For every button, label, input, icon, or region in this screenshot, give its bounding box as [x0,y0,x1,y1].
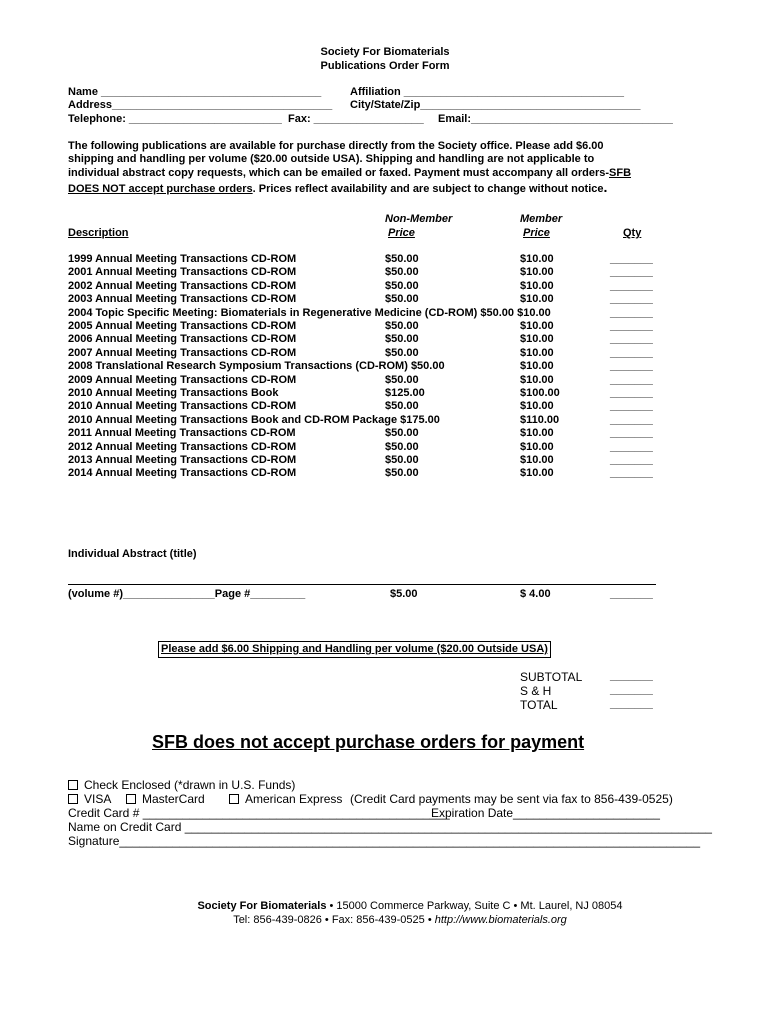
address-field[interactable]: Address____________________________________ [68,99,333,111]
item-qty[interactable]: _______ [610,346,653,359]
item-nonmember-price: $50.00 [385,266,419,279]
item-member-price: $110.00 [520,413,560,426]
item-nonmember-price: $50.00 [385,333,419,346]
item-member-price: $10.00 [520,320,554,332]
item-description: 2005 Annual Meeting Transactions CD-ROM [68,320,297,332]
abstract-volume-page[interactable]: (volume #)_______________Page #_________ [68,588,306,600]
amex-option[interactable] [229,792,342,806]
item-description: 2010 Annual Meeting Transactions CD-ROM [68,400,297,413]
item-nonmember-price: $50.00 [385,400,419,413]
sh-blank[interactable]: _______ [610,684,653,696]
item-description: 2004 Topic Specific Meeting: Biomaterials in Regenerative Medicine (CD-ROM) $50.00 $10.00 [68,306,551,319]
item-qty[interactable]: _______ [610,427,653,440]
abstract-qty[interactable]: _______ [610,588,653,600]
footer-contact [0,914,770,927]
abstract-title-line[interactable] [68,584,656,585]
abstract-label: Individual Abstract (title) [68,548,197,560]
item-nonmember-price: $50.00 [385,293,419,306]
item-member-price: $10.00 [520,333,554,346]
item-description: 2010 Annual Meeting Transactions Book and CD-ROM Package $175.00 [68,413,440,426]
item-nonmember-price: $50.00 [385,427,419,440]
item-nonmember-price: $125.00 [385,387,425,399]
item-member-price: $10.00 [520,440,554,453]
intro-line-3-text: individual abstract copy requests, which can be emailed or faxed. Payment must accompany all orders- [68,167,610,179]
item-member-price: $10.00 [520,266,554,279]
item-member-price: $100.00 [520,387,560,399]
name-on-card[interactable]: Name on Credit Card _______________________________________________________________________________ [68,820,712,834]
item-qty[interactable]: _______ [610,266,653,279]
col-nonmember-1: Non-Member [385,213,453,225]
item-member-price: $10.00 [520,253,554,265]
item-member-price: $10.00 [520,360,554,373]
item-description: 2012 Annual Meeting Transactions CD-ROM [68,440,297,453]
col-member-2: Price [523,227,550,239]
email-field[interactable]: Email:_________________________________ [438,113,673,125]
footer-org: Society For Biomaterials [197,900,327,912]
fax-field[interactable]: Fax: __________________ [288,113,424,125]
visa-label: VISA [84,792,112,806]
intro-sfb: SFB [609,167,632,179]
item-qty[interactable]: _______ [610,293,653,306]
intro-line-2: shipping and handling per volume ($20.00 outside USA). Shipping and handling are not applicable to [68,153,595,165]
col-qty: Qty [623,227,642,239]
subtotal-blank[interactable]: _______ [610,670,653,682]
item-qty[interactable]: _______ [610,413,653,426]
item-member-price: $10.00 [520,427,554,440]
intro-line-3 [68,167,631,180]
telephone-field[interactable]: Telephone: _________________________ [68,113,282,125]
total-label: TOTAL [520,698,558,712]
intro-line-4-text: . Prices reflect availability and are subject to change without notice [252,183,604,195]
shipping-note: Please add $6.00 Shipping and Handling per volume ($20.00 Outside USA) [158,641,551,658]
item-description: 2006 Annual Meeting Transactions CD-ROM [68,333,297,346]
visa-checkbox[interactable] [68,794,78,804]
footer-street: • 15000 Commerce Parkway, Suite C • Mt. Laurel, NJ 08054 [326,900,623,912]
mastercard-option[interactable] [126,792,205,806]
col-member-1: Member [520,213,563,225]
mastercard-label: MasterCard [142,792,205,806]
item-member-price: $10.00 [520,293,554,306]
item-description: 2011 Annual Meeting Transactions CD-ROM [68,427,296,440]
item-description: 2001 Annual Meeting Transactions CD-ROM [68,266,297,279]
intro-no-po: DOES NOT accept purchase orders [68,183,253,195]
expiration-date[interactable]: Expiration Date______________________ [431,806,660,820]
item-description: 1999 Annual Meeting Transactions CD-ROM [68,253,297,265]
footer-url[interactable]: http://www.biomaterials.org [434,914,567,926]
col-nonmember-2: Price [388,227,415,239]
item-nonmember-price: $50.00 [385,454,419,466]
item-description: 2009 Annual Meeting Transactions CD-ROM [68,373,297,386]
item-qty[interactable]: _______ [610,373,653,386]
total-blank[interactable]: _______ [610,698,653,710]
item-member-price: $10.00 [520,346,554,359]
item-member-price: $10.00 [520,400,554,413]
item-qty[interactable]: _______ [610,306,653,319]
item-member-price: $10.00 [520,373,554,386]
fax-note: (Credit Card payments may be sent via fax to 856-439-0525) [350,792,673,806]
check-label: Check Enclosed (*drawn in U.S. Funds) [84,778,296,792]
check-option[interactable] [68,778,295,792]
item-nonmember-price: $50.00 [385,253,419,265]
abstract-nonmember-price: $5.00 [390,588,418,600]
item-description: 2008 Translational Research Symposium Transactions (CD-ROM) $50.00 [68,360,445,373]
item-qty[interactable]: _______ [610,454,653,466]
item-qty[interactable]: _______ [610,400,653,413]
amex-checkbox[interactable] [229,794,239,804]
org-name: Society For Biomaterials [320,46,450,58]
item-description: 2002 Annual Meeting Transactions CD-ROM [68,279,297,292]
check-checkbox[interactable] [68,780,78,790]
item-nonmember-price: $50.00 [385,467,419,480]
abstract-member-price: $ 4.00 [520,588,551,600]
amex-label: American Express [245,792,343,806]
item-description: 2003 Annual Meeting Transactions CD-ROM [68,293,297,306]
intro-line-4 [68,181,607,196]
item-qty[interactable]: _______ [610,360,653,373]
mastercard-checkbox[interactable] [126,794,136,804]
item-qty[interactable]: _______ [610,440,653,453]
item-nonmember-price: $50.00 [385,346,419,359]
item-qty[interactable]: _______ [610,253,653,265]
footer-tel-fax: Tel: 856-439-0826 • Fax: 856-439-0525 • [233,914,435,926]
item-nonmember-price: $50.00 [385,440,419,453]
credit-card-number[interactable]: Credit Card # ______________________________________________ [68,806,450,820]
item-qty[interactable]: _______ [610,279,653,292]
item-member-price: $10.00 [520,467,554,480]
visa-option[interactable] [68,792,111,806]
item-description: 2007 Annual Meeting Transactions CD-ROM [68,346,297,359]
footer-address [0,900,770,913]
intro-period: . [603,179,608,195]
item-nonmember-price: $50.00 [385,320,419,332]
item-nonmember-price: $50.00 [385,373,419,386]
signature[interactable]: Signature_______________________________________________________________________________________ [68,834,700,848]
po-warning: SFB does not accept purchase orders for payment [152,732,585,752]
item-qty[interactable]: _______ [610,333,653,346]
sh-label: S & H [520,684,552,698]
item-member-price: $10.00 [520,279,554,292]
item-member-price: $10.00 [520,454,554,466]
affiliation-field[interactable]: Affiliation ____________________________________ [350,86,625,98]
item-qty[interactable]: _______ [610,320,653,332]
item-qty[interactable]: _______ [610,387,653,399]
form-title: Publications Order Form [320,60,450,72]
item-description: 2014 Annual Meeting Transactions CD-ROM [68,467,297,480]
name-field[interactable]: Name ____________________________________ [68,86,322,98]
intro-line-1: The following publications are available for purchase directly from the Society office. Please add $6.00 [68,140,604,152]
item-description: 2010 Annual Meeting Transactions Book [68,387,279,399]
city-state-zip-field[interactable]: City/State/Zip____________________________________ [350,99,641,111]
subtotal-label: SUBTOTAL [520,670,583,684]
item-description: 2013 Annual Meeting Transactions CD-ROM [68,454,297,466]
item-nonmember-price: $50.00 [385,279,419,292]
item-qty[interactable]: _______ [610,467,653,480]
col-description: Description [68,227,129,239]
